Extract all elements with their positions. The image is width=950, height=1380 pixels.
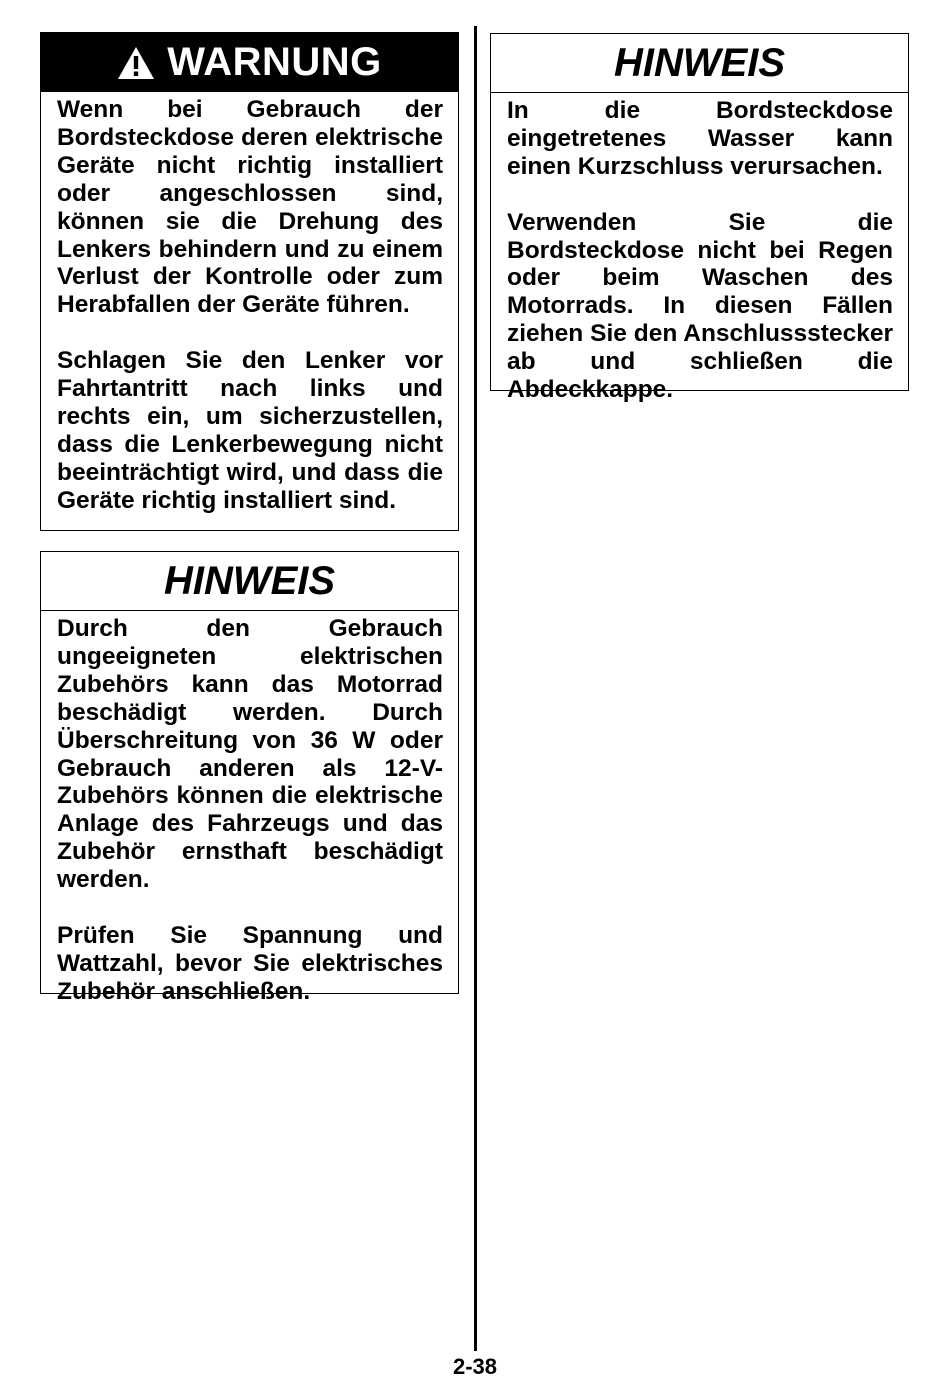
- warning-body: [41, 92, 458, 525]
- notice-body-left: [41, 611, 458, 1016]
- notice-body-right: [491, 93, 908, 414]
- warning-title: WARNUNG: [167, 40, 382, 84]
- warning-paragraph: Wenn bei Gebrauch der Bordsteckdose deren elektrische Geräte nicht richtig installiert oder angeschlossen sind, können sie die Drehung des Lenkers behindern und zu einem Verlust der Kontrolle oder zum Herabfallen der Geräte führen.: [57, 96, 443, 319]
- notice-paragraph: Durch den Gebrauch ungeeigneten elektrischen Zubehörs kann das Motorrad beschädigt werden. Durch Überschreitung von 36 W oder Gebrauch anderen als 12-V-Zubehörs können die elektrische Anlage des Fahrzeugs und das Zubehör ernsthaft beschädigt werden.: [57, 615, 443, 894]
- warning-paragraph: Schlagen Sie den Lenker vor Fahrtantritt nach links und rechts ein, um sicherzustellen, dass die Lenkerbewegung nicht beeinträchtigt wird, und dass die Geräte richtig installiert sind.: [57, 347, 443, 514]
- notice-paragraph: Verwenden Sie die Bordsteckdose nicht bei Regen oder beim Waschen des Motorrads. In diesen Fällen ziehen Sie den Anschlussstecker ab und schließen die Abdeckkappe.: [507, 208, 893, 404]
- warning-box: [40, 32, 459, 531]
- notice-paragraph: Prüfen Sie Spannung und Wattzahl, bevor Sie elektrisches Zubehör anschließen.: [57, 921, 443, 1005]
- page-number: 2-38: [452, 1354, 498, 1379]
- notice-title-left: HINWEIS: [163, 558, 336, 603]
- notice-header-left: [41, 552, 458, 611]
- notice-box-left: [40, 551, 459, 1005]
- notice-paragraph: In die Bordsteckdose eingetretenes Wasser kann einen Kurzschluss verursachen.: [507, 97, 893, 180]
- warning-triangle-icon: [117, 46, 155, 80]
- notice-box-right: [490, 33, 909, 404]
- notice-title-right: HINWEIS: [613, 40, 786, 85]
- column-divider: [474, 26, 477, 1351]
- notice-header-right: [491, 34, 908, 93]
- warning-header: [41, 33, 458, 92]
